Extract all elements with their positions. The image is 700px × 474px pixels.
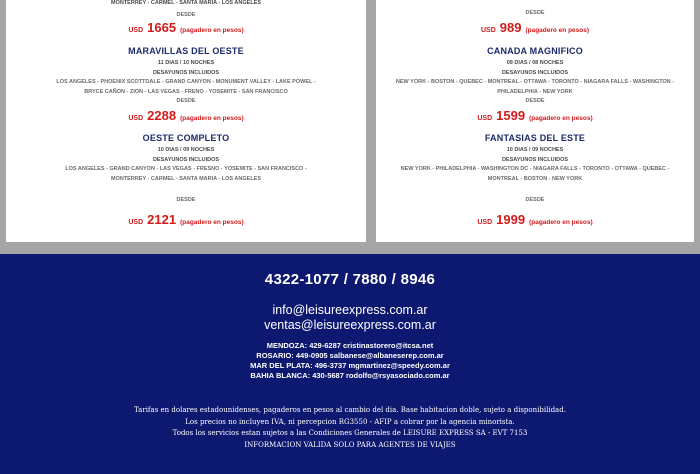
package-duration: 11 DIAS / 10 NOCHES — [157, 60, 215, 66]
package-meals: DESAYUNOS INCLUIDOS — [152, 69, 220, 76]
price-currency: USD — [128, 219, 144, 226]
package-desde: DESDE — [176, 197, 196, 203]
legal-line: Los precios no incluyen IVA, ni percepcion RG3550 - AFIP a cobrar por la agencia minorista. — [185, 417, 515, 426]
legal-disclaimer — [0, 405, 700, 451]
price-amount: 2288 — [147, 108, 177, 123]
price-currency: USD — [128, 115, 144, 122]
package-route: MONTERREY - CARMEL - SANTA MARIA - LOS ANGELES — [110, 175, 262, 182]
package-card-oeste-completo[interactable] — [6, 131, 366, 242]
package-card-top-left[interactable] — [6, 0, 366, 47]
package-desde: DESDE — [525, 98, 545, 104]
price-amount: 1665 — [147, 20, 177, 35]
legal-line: INFORMACION VALIDA SOLO PARA AGENTES DE VIAJES — [244, 440, 456, 449]
package-desde: DESDE — [176, 98, 196, 104]
package-price — [6, 19, 366, 37]
package-route: PHILADELPHIA - NEW YORK — [497, 88, 573, 95]
city-contact-bahia-blanca: BAHIA BLANCA: 430-5687 rodolfo@rsyasociado.com.ar — [250, 371, 450, 380]
package-price — [6, 211, 366, 229]
price-note: (pagadero en pesos) — [180, 27, 244, 34]
package-duration: 10 DIAS / 09 NOCHES — [157, 147, 215, 153]
package-desde: DESDE — [176, 11, 196, 18]
price-currency: USD — [477, 115, 493, 122]
email-ventas-link[interactable]: ventas@leisureexpress.com.ar — [264, 318, 436, 332]
package-price — [6, 107, 366, 125]
contact-footer — [0, 254, 700, 474]
price-amount: 1999 — [496, 212, 526, 227]
price-note: (pagadero en pesos) — [180, 115, 244, 122]
package-title: FANTASIAS DEL ESTE — [484, 133, 586, 143]
package-card-canada-magnifico[interactable] — [376, 44, 694, 132]
package-route: MONTERREY - CARMEL - SANTA MARIA - LOS ANGELES — [110, 0, 262, 6]
package-title: CANADA MAGNIFICO — [487, 46, 583, 56]
legal-line: Tarifas en dolares estadounidenses, pagaderos en pesos al cambio del dia. Base habitacion doble, sujeto a disponibilidad. — [134, 406, 566, 414]
price-note: (pagadero en pesos) — [180, 219, 244, 226]
package-meals: DESAYUNOS INCLUIDOS — [501, 69, 569, 76]
package-price — [376, 211, 694, 229]
city-contact-rosario: ROSARIO: 449-0905 salbanese@albaneserep.com.ar — [256, 351, 444, 360]
package-route: LOS ANGELES - PHOENIX SCOTTDALE - GRAND CANYON - MONUMENT VALLEY - LAKE POWEL - — [56, 79, 316, 85]
price-amount: 989 — [499, 20, 522, 35]
price-note: (pagadero en pesos) — [529, 219, 593, 226]
phone-numbers: 4322-1077 / 7880 / 8946 — [264, 271, 436, 288]
package-card-top-right[interactable] — [376, 0, 694, 47]
package-route: NEW YORK - PHILADELPHIA - WASHINGTON DC - NIAGARA FALLS - TORONTO - OTTAWA - QUEBEC - — [400, 166, 670, 172]
package-meals: DESAYUNOS INCLUIDOS — [501, 156, 569, 163]
package-route: LOS ANGELES - GRAND CANYON - LAS VEGAS - FRESNO - YOSEMITE - SAN FRANCISCO - — [65, 166, 307, 172]
package-route: NEW YORK - BOSTON - QUEBEC - MONTREAL - OTTAWA - TORONTO - NIAGARA FALLS - WASHINGTON - — [395, 79, 675, 85]
regional-contacts — [0, 341, 700, 381]
package-duration: 10 DIAS / 09 NOCHES — [506, 147, 564, 153]
city-contact-mendoza: MENDOZA: 429-6287 cristinastorero@itcsa.net — [266, 341, 434, 350]
package-route: BRYCE CAÑON - ZION - LAS VEGAS - FRENO - YOSEMITE - SAN FRANCISCO — [84, 88, 288, 95]
package-duration: 09 DIAS / 08 NOCHES — [506, 60, 564, 66]
package-route: MONTREAL - BOSTON - NEW YORK — [487, 175, 583, 182]
email-info-link[interactable]: info@leisureexpress.com.ar — [272, 303, 428, 317]
price-currency: USD — [477, 219, 493, 226]
package-price — [376, 107, 694, 125]
price-note: (pagadero en pesos) — [525, 27, 590, 34]
package-title: MARAVILLAS DEL OESTE — [128, 46, 244, 56]
price-amount: 1599 — [496, 108, 526, 123]
price-amount: 2121 — [147, 212, 177, 227]
price-currency: USD — [128, 27, 144, 34]
price-note: (pagadero en pesos) — [529, 115, 593, 122]
package-title: OESTE COMPLETO — [142, 133, 230, 143]
package-desde: DESDE — [525, 197, 545, 203]
city-contact-mar-del-plata: MAR DEL PLATA: 496-3737 mgmartinez@speedy.com.ar — [250, 361, 450, 370]
package-price — [376, 19, 694, 37]
legal-line: Todos los servicios estan sujetos a las Condiciones Generales de LEISURE EXPRESS SA - EVT 7153 — [172, 429, 528, 437]
package-card-maravillas-del-oeste[interactable] — [6, 44, 366, 132]
package-card-fantasias-del-este[interactable] — [376, 131, 694, 242]
price-currency: USD — [480, 27, 496, 34]
package-desde: DESDE — [525, 10, 545, 16]
package-meals: DESAYUNOS INCLUIDOS — [152, 156, 220, 163]
